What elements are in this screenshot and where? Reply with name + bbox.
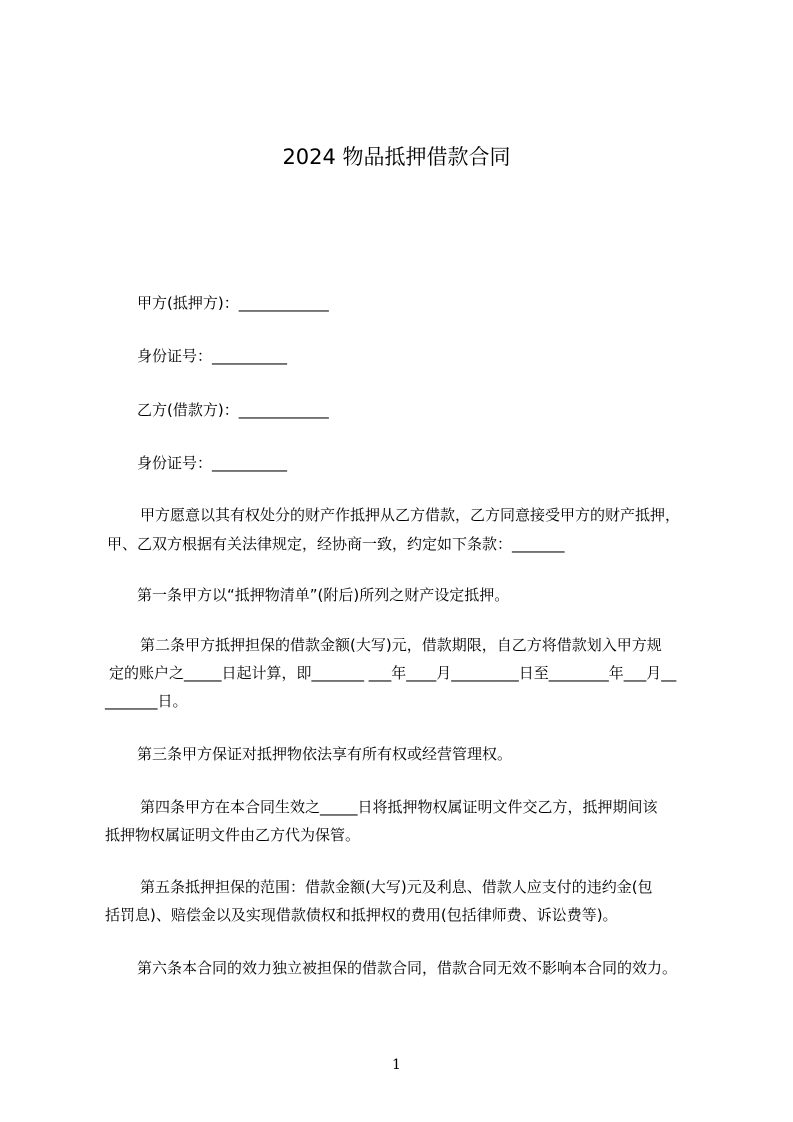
article-5-line: 括罚息)、赔偿金以及实现借款债权和抵押权的费用(包括律师费、诉讼费等)。 [105,906,618,924]
article-2-line: 定的账户之_____日起计算，即_______ ___年____月_________日至________年___月__ [109,664,677,682]
party-b-id-line: 身份证号：__________ [137,454,288,472]
article-4-line: 抵押物权属证明文件由乙方代为保管。 [105,826,361,844]
intro-line: 甲方愿意以其有权处分的财产作抵押从乙方借款，乙方同意接受甲方的财产抵押， [140,506,681,524]
article-1: 第一条甲方以“抵押物清单”(附后)所列之财产设定抵押。 [137,586,510,604]
page-number: 1 [392,1057,401,1073]
article-4-line: 第四条甲方在本合同生效之_____日将抵押物权属证明文件交乙方，抵押期间该 [140,798,658,816]
article-2-line: 第二条甲方抵押担保的借款金额(大写)元，借款期限，自乙方将借款划入甲方规 [140,636,662,654]
article-5-line: 第五条抵押担保的范围：借款金额(大写)元及利息、借款人应支付的违约金(包 [140,878,653,896]
party-a-id-line: 身份证号：__________ [137,347,288,365]
party-b-line: 乙方(借款方)：____________ [137,401,329,419]
article-3: 第三条甲方保证对抵押物依法享有所有权或经营管理权。 [137,745,513,763]
article-6: 第六条本合同的效力独立被担保的借款合同，借款合同无效不影响本合同的效力。 [137,959,678,977]
document-title: 2024 物品抵押借款合同 [282,145,511,169]
intro-line: 甲、乙双方根据有关法律规定，经协商一致，约定如下条款：_______ [107,535,565,553]
article-2-line: _______日。 [105,692,188,710]
party-a-line: 甲方(抵押方)：____________ [137,294,329,312]
